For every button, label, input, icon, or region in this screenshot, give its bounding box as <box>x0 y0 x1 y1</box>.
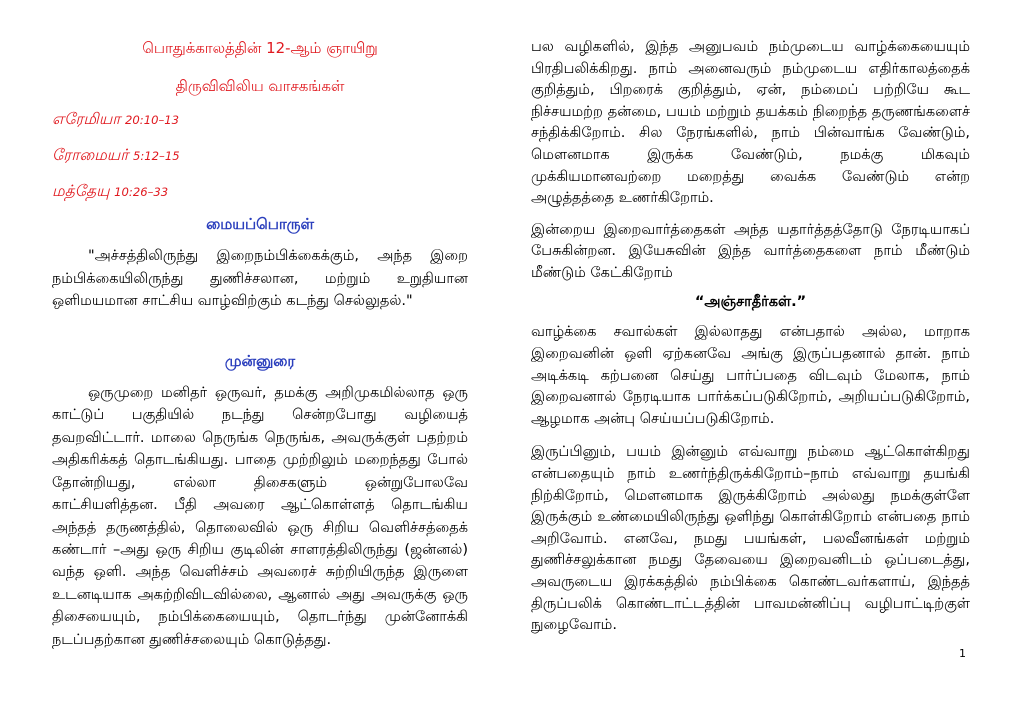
page-number: 1 <box>959 647 966 660</box>
introduction-heading: முன்னுரை <box>224 351 296 370</box>
introduction-paragraph: இருப்பினும், பயம் இன்னும் எவ்வாறு நம்மை ஆட்கொள்கிறது என்பதையும் நாம் உணர்ந்திருக்கிறோம்–நாம் எவ்வாறு தயங்கி நிற்கிறோம், மௌனமாக இருக்கிறோம் அல்லது நமக்குள்ளே இருக்கும் உண்மையிலிருந்து ஒளிந்து கொள்கிறோம் என்பதை நாம் அறிவோம். எனவே, நமது பயங்கள், பலவீனங்கள் மற்றும் துணிச்சலுக்கான நமது தேவையை இறைவனிடம் ஒப்படைத்து, அவருடைய இரக்கத்தில் நம்பிக்கை கொண்டவர்களாய், இந்தத் திருப்பலிக் கொண்டாட்டத்தின் பாவமன்னிப்பு வழிபாட்டிற்குள் நுழைவோம். <box>531 444 970 634</box>
reading-reference: 10:26–33 <box>114 184 169 199</box>
readings-list <box>52 106 468 205</box>
introduction-paragraph: வாழ்க்கை சவால்கள் இல்லாதது என்பதால் அல்ல, மாறாக இறைவனின் ஒளி ஏற்கனவே அங்கு இருப்பதனால் தான். நாம் அடிக்கடி கற்பனை செய்து பார்ப்பதை விடவும் மேலாக, நாம் இறைவனால் நேரடியாக பார்க்கப்படுகிறோம், அறியப்படுகிறோம், ஆழமாக அன்பு செய்யப்படுகிறோம். <box>531 324 970 427</box>
page-title: பொதுக்காலத்தின் 12-ஆம் ஞாயிறு <box>142 39 378 57</box>
reading-jeremiah <box>52 106 468 133</box>
introduction-paragraph: ஒருமுறை மனிதர் ஒருவர், தமக்கு அறிமுகமில்லாத ஒரு காட்டுப் பகுதியில் நடந்து சென்றபோது வழியைத் தவறவிட்டார். மாலை நெருங்க நெருங்க, அவருக்குள் பதற்றம் அதிகரிக்கத் தொடங்கியது. பாதை முற்றிலும் மறைந்தது போல் தோன்றியது, எல்லா திசைகளும் ஒன்றுபோலவே காட்சியளித்தன. பீதி அவரை ஆட்கொள்ளத் தொடங்கிய அந்தத் தருணத்தில், தொலைவில் ஒரு சிறிய வெளிச்சத்தைக் கண்டார் –அது ஒரு சிறிய குடிலின் சாளரத்திலிருந்து (ஜன்னல்) வந்த ஒளி. அந்த வெளிச்சம் அவரைச் சுற்றியிருந்த இருளை உடனடியாக அகற்றிவிடவில்லை, ஆனால் அது அவருக்கு ஒரு திசையையும், நம்பிக்கையையும், தொடர்ந்து முன்னோக்கி நடப்பதற்கான துணிச்சலையும் கொடுத்தது. <box>52 384 468 648</box>
reading-reference: 20:10–13 <box>125 112 180 127</box>
introduction-paragraph: இன்றைய இறைவார்த்தைகள் அந்த யதார்த்தத்தோடு நேரடியாகப் பேசுகின்றன. இயேசுவின் இந்த வார்த்தைகளை நாம் மீண்டும் மீண்டும் கேட்கிறோம் <box>531 221 970 281</box>
left-column <box>52 37 468 705</box>
reading-reference: 5:12–15 <box>133 148 180 163</box>
right-column <box>531 37 970 649</box>
reading-book: மத்தேயு <box>52 180 110 200</box>
theme-text: "அச்சத்திலிருந்து இறைநம்பிக்கைக்கும், அந்த இறை நம்பிக்கையிலிருந்து துணிச்சலான, மற்றும் உறுதியான ஒளிமயமான சாட்சிய வாழ்விற்கும் கடந்து செல்லுதல்." <box>52 248 468 310</box>
reading-romans <box>52 142 468 169</box>
scripture-quote: “அஞ்சாதீர்கள்.” <box>694 293 807 310</box>
introduction-paragraph: பல வழிகளில், இந்த அனுபவம் நம்முடைய வாழ்க்கையையும் பிரதிபலிக்கிறது. நாம் அனைவரும் நம்முடைய எதிர்காலத்தைக் குறித்தும், பிறரைக் குறித்தும், ஏன், நம்மைப் பற்றியே கூட நிச்சயமற்ற தன்மை, பயம் மற்றும் தயக்கம் நிறைந்த தருணங்களைச் சந்திக்கிறோம். சில நேரங்களில், நாம் பின்வாங்க வேண்டும், மௌனமாக இருக்க வேண்டும், நமக்கு மிகவும் முக்கியமானவற்றை மறைத்து வைக்க வேண்டும் என்ற அழுத்தத்தை உணர்கிறோம். <box>531 39 970 207</box>
reading-book: எரேமியா <box>52 108 121 128</box>
theme-heading: மையப்பொருள் <box>206 214 314 233</box>
readings-heading: திருவிவிலிய வாசகங்கள் <box>175 76 345 95</box>
reading-book: ரோமையர் <box>52 144 129 164</box>
reading-matthew <box>52 178 468 205</box>
